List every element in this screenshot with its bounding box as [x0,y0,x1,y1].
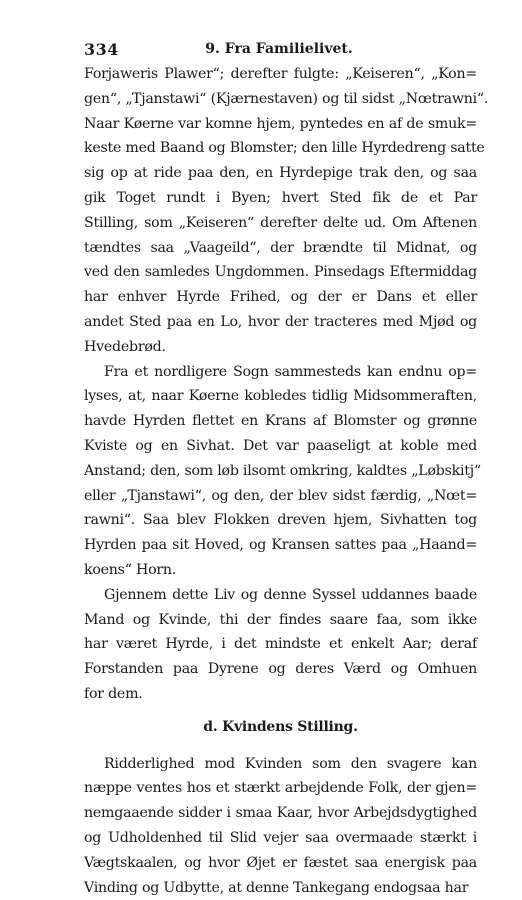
page-header [84,40,474,64]
body-text [84,62,477,900]
text-line: tændtes saa „Vaageild“, der brændte til Midnat, og [84,236,477,261]
text-line: nemgaaende sidder i smaa Kaar, hvor Arbejdsdygtighed [84,801,477,826]
text-line: Gjennem dette Liv og denne Syssel uddannes baade [84,583,477,608]
running-title: 9. Fra Familielivet. [84,41,474,57]
text-line: Mand og Kvinde, thi der findes saare faa, som ikke [84,608,477,633]
text-line: Hyrden paa sit Hoved, og Kransen sattes paa „Haand= [84,533,477,558]
text-line: ved den samledes Ungdommen. Pinsedags Eftermiddag [84,260,477,285]
text-line: har været Hyrde, i det mindste et enkelt Aar; deraf [84,632,477,657]
text-line: Forjaweris Plawer“; derefter fulgte: „Keiseren“, „Kon= [84,62,477,87]
page-number: 334 [84,40,119,59]
paragraphs [84,62,477,707]
text-line: Forstanden paa Dyrene og deres Værd og Omhuen [84,657,477,682]
section-heading: d. Kvindens Stilling. [84,715,477,740]
text-line: har enhver Hyrde Frihed, og der er Dans et eller [84,285,477,310]
text-line: havde Hyrden flettet en Krans af Blomster og grønne [84,409,477,434]
paragraph [84,360,477,583]
text-line: Vinding og Udbytte, at denne Tankegang endogsaa har [84,876,477,900]
text-line: Ridderlighed mod Kvinden som den svagere kan [84,752,477,777]
text-line: næppe ventes hos et stærkt arbejdende Folk, der gjen= [84,776,477,801]
text-line: Naar Køerne var komne hjem, pyntedes en af de smuk= [84,112,477,137]
paragraph [84,583,477,707]
text-line: koens“ Horn. [84,558,477,583]
text-line: og Udholdenhed til Slid vejer saa overmaade stærkt i [84,826,477,851]
text-line: Vægtskaalen, og hvor Øjet er fæstet saa energisk paa [84,851,477,876]
text-line: andet Sted paa en Lo, hvor der tracteres med Mjød og [84,310,477,335]
text-line: Stilling, som „Keiseren“ derefter delte ud. Om Aftenen [84,211,477,236]
text-line: Kviste og en Sivhat. Det var paaseligt at koble med [84,434,477,459]
text-line: Fra et nordligere Sogn sammesteds kan endnu op= [84,360,477,385]
text-line: for dem. [84,682,477,707]
text-line: keste med Baand og Blomster; den lille Hyrdedreng satte [84,136,477,161]
text-line: sig op at ride paa den, en Hyrdepige trak den, og saa [84,161,477,186]
paragraph [84,62,477,360]
text-line: rawni“. Saa blev Flokken dreven hjem, Sivhatten tog [84,508,477,533]
text-line: Anstand; den, som løb ilsomt omkring, kaldtes „Løbskitj“ [84,459,477,484]
text-line: eller „Tjanstawi“, og den, der blev sidst færdig, „Nœt= [84,484,477,509]
text-line: Hvedebrød. [84,335,477,360]
text-line: lyses, at, naar Køerne kobledes tidlig Midsommeraften, [84,384,477,409]
text-line: gik Toget rundt i Byen; hvert Sted fik de et Par [84,186,477,211]
section-paragraph [84,752,477,900]
text-line: gen“, „Tjanstawi“ (Kjærnestaven) og til sidst „Nœtrawni“. [84,87,477,112]
